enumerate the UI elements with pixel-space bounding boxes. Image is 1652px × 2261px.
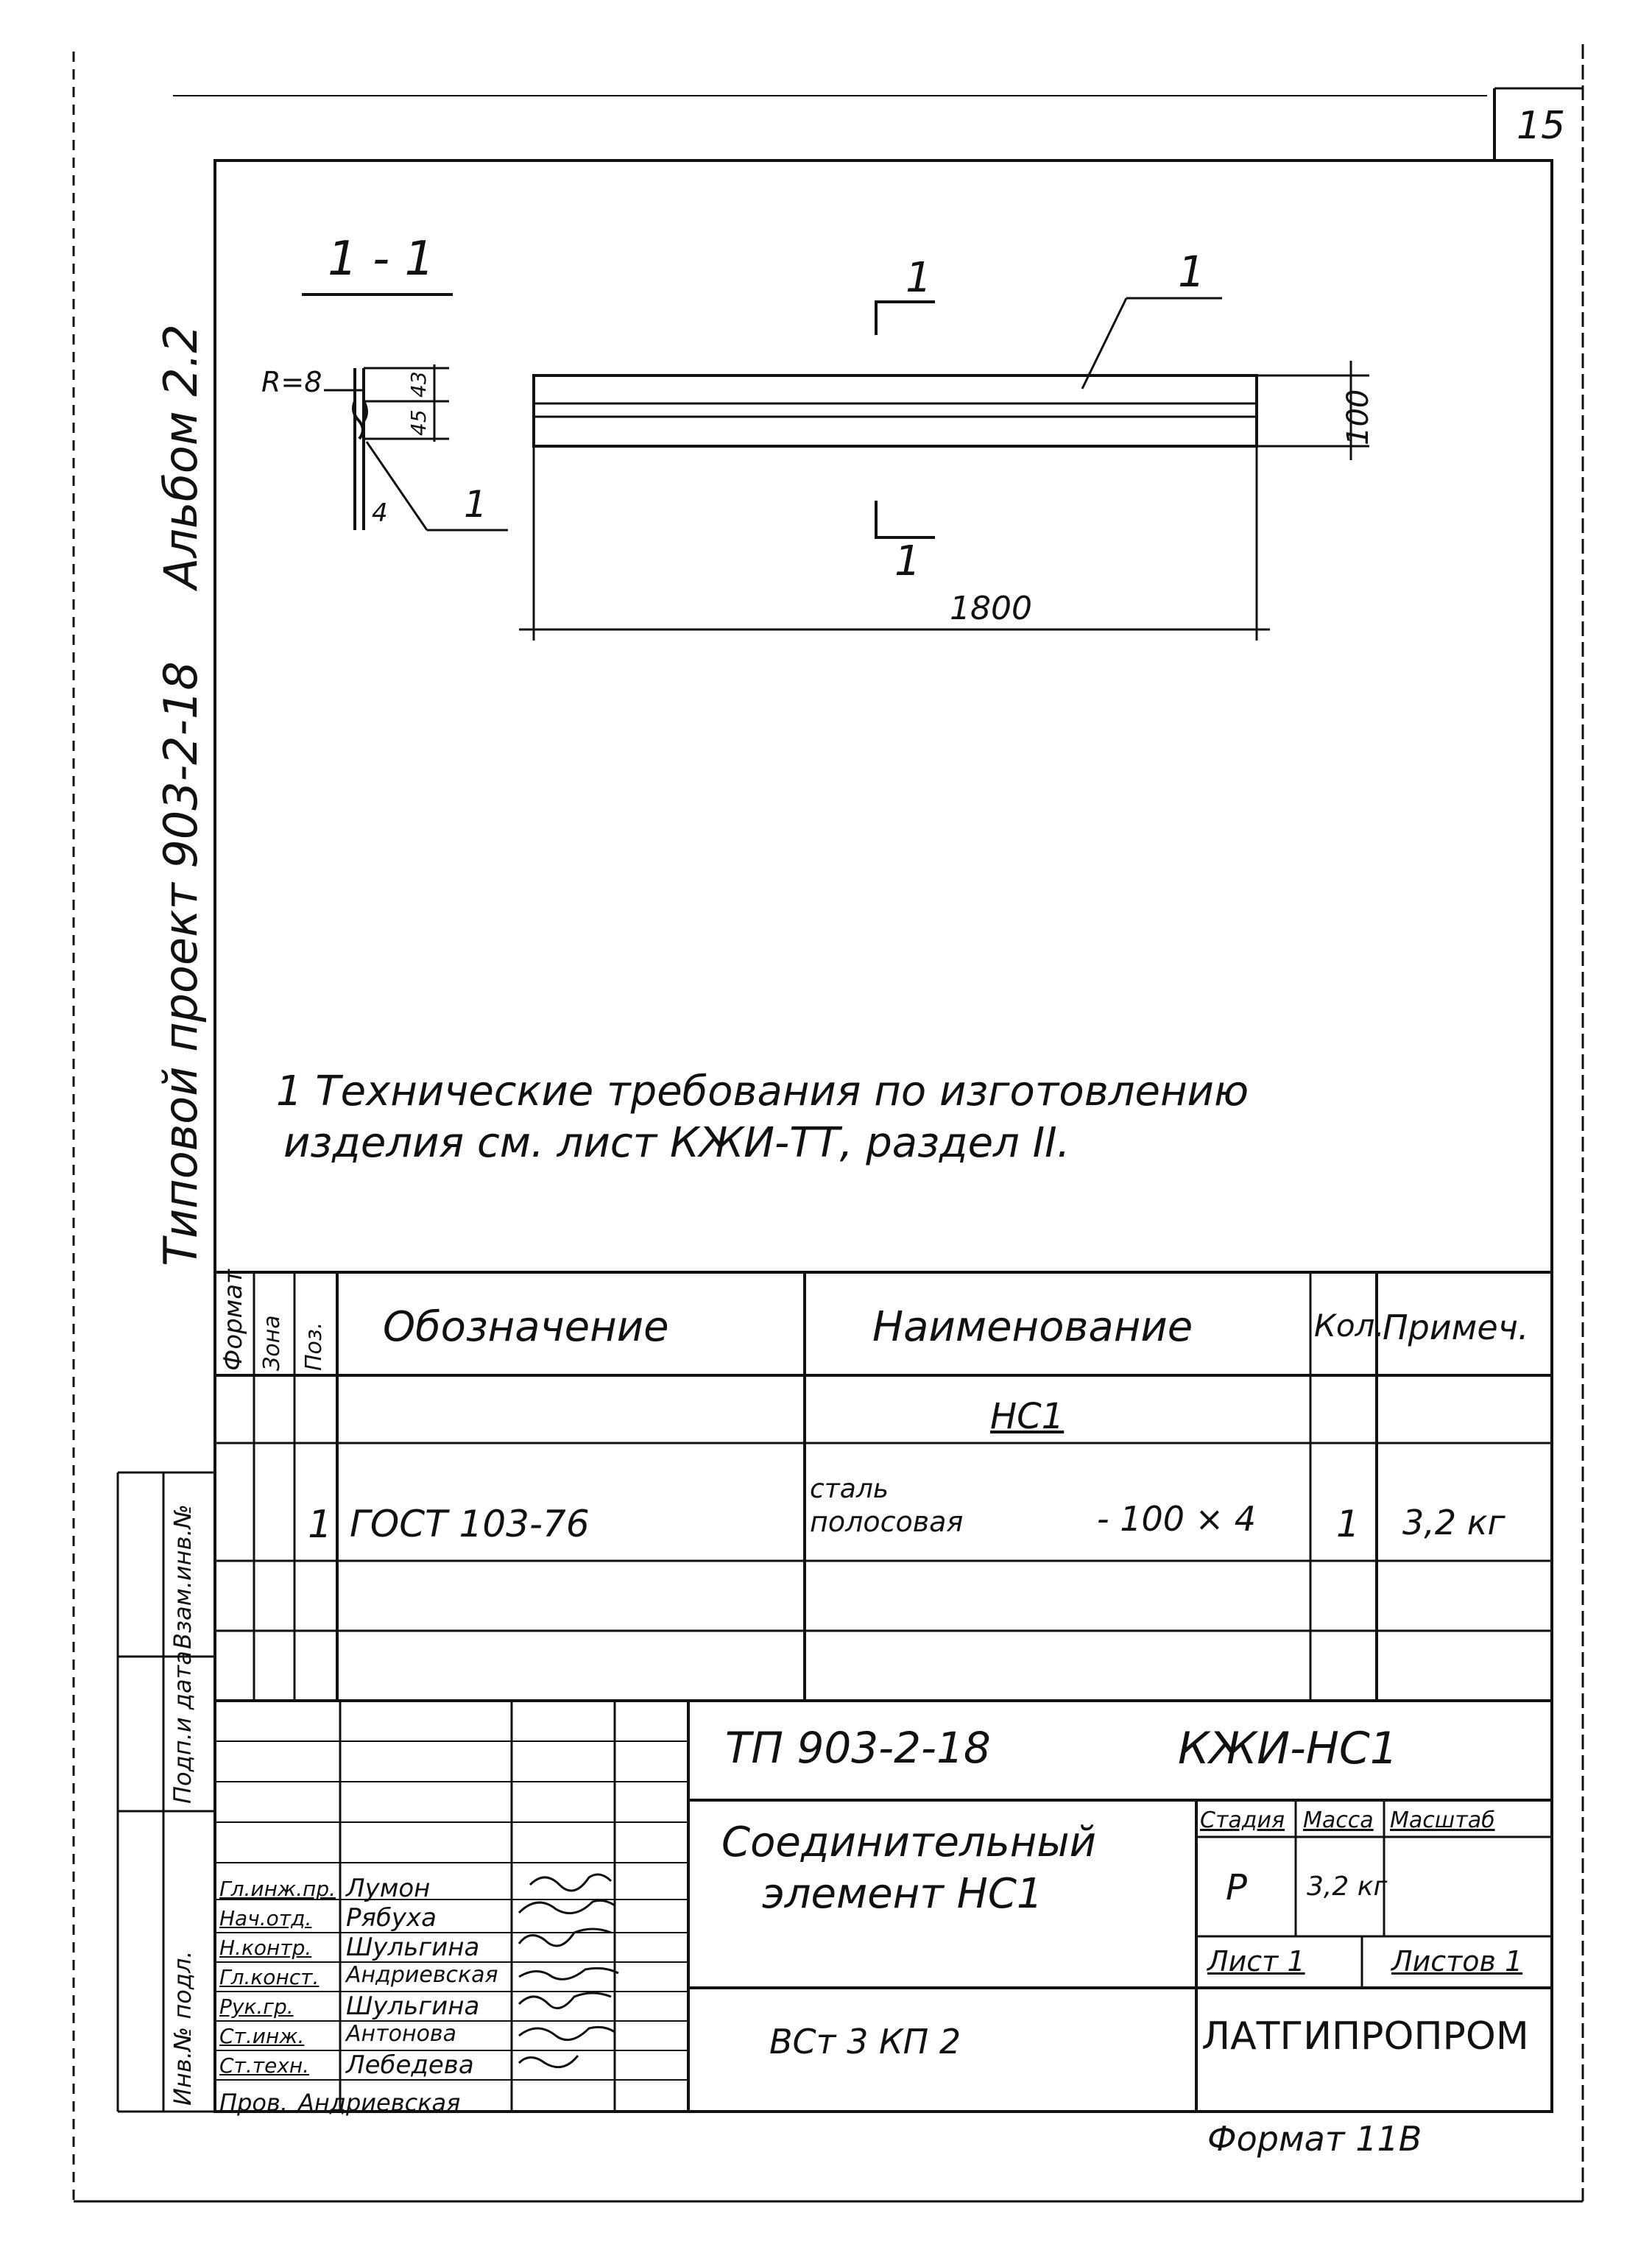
cut-mark-bottom-label: 1 — [894, 537, 921, 585]
row-size: - 100 × 4 — [1097, 1499, 1257, 1539]
organization-name: ЛАТГИПРОПРОМ — [1201, 2014, 1529, 2059]
document-code: КЖИ-НС1 — [1178, 1723, 1398, 1774]
title-line-2: элемент НС1 — [762, 1870, 1043, 1918]
header-format: Формат — [219, 1269, 248, 1371]
note-line-1: 1 Технические требования по изготовлению — [276, 1068, 1249, 1115]
signature-name: Антонова — [346, 2021, 456, 2047]
signature-role: Нач.отд. — [219, 1906, 312, 1930]
signature-name: Лумон — [346, 1874, 431, 1903]
signature-role: Ст.инж. — [219, 2024, 305, 2048]
mass-value: 3,2 кг — [1307, 1872, 1388, 1902]
margin-label-inv-orig: Инв.№ подл. — [169, 1950, 197, 2106]
row-note: 3,2 кг — [1402, 1503, 1505, 1542]
mass-header: Масса — [1303, 1807, 1374, 1833]
profile-position-label: 1 — [464, 483, 487, 526]
margin-label-sign-date: Подп.и дата — [169, 1651, 197, 1804]
signature-name: Рябуха — [346, 1903, 437, 1933]
length-dimension-label: 1800 — [950, 590, 1032, 627]
stage-value: Р — [1226, 1867, 1247, 1908]
project-code: ТП 903-2-18 — [725, 1723, 991, 1773]
signature-name: Лебедева — [346, 2050, 474, 2080]
checked-role: Пров. — [219, 2089, 288, 2117]
note-line-2: изделия см. лист КЖИ-ТТ, раздел II. — [283, 1119, 1070, 1167]
dim-45-label: 45 — [406, 409, 431, 436]
signature-role: Н.контр. — [219, 1936, 312, 1960]
signature-role: Рук.гр. — [219, 1994, 294, 2019]
signature-role: Гл.конст. — [219, 1965, 320, 1989]
header-note: Примеч. — [1383, 1308, 1529, 1347]
row-designation: ГОСТ 103-76 — [350, 1503, 590, 1545]
album-label: Альбом 2.2 — [154, 324, 208, 589]
signature-role: Ст.техн. — [219, 2053, 310, 2078]
dim-43-label: 43 — [406, 371, 431, 398]
header-zone: Зона — [259, 1315, 285, 1371]
row-quantity: 1 — [1336, 1503, 1360, 1545]
section-label: 1 - 1 — [328, 232, 435, 286]
plate-position-label: 1 — [1178, 247, 1205, 297]
header-name: Наименование — [872, 1303, 1193, 1351]
height-dimension-label: 100 — [1341, 389, 1375, 445]
header-position: Поз. — [301, 1322, 327, 1371]
radius-label: R=8 — [261, 366, 322, 398]
signature-name: Шульгина — [346, 1992, 480, 2021]
signature-name: Шульгина — [346, 1933, 480, 1962]
margin-label-replace-inv: Взам.инв.№ — [169, 1504, 197, 1649]
dim-4-label: 4 — [372, 498, 388, 528]
scale-header: Масштаб — [1390, 1807, 1495, 1833]
cut-mark-top-label: 1 — [906, 254, 932, 302]
signature-name: Андриевская — [346, 1962, 498, 1988]
material-label: ВСт 3 КП 2 — [769, 2022, 961, 2061]
project-label: Типовой проект 903-2-18 — [154, 661, 208, 1266]
title-line-1: Соединительный — [721, 1819, 1097, 1866]
header-designation: Обозначение — [383, 1303, 669, 1351]
sheets-value: Листов 1 — [1391, 1945, 1523, 1978]
stage-header: Стадия — [1200, 1807, 1285, 1833]
checked-name: Андриевская — [298, 2089, 461, 2117]
spec-group-title: НС1 — [990, 1396, 1065, 1437]
header-quantity: Кол. — [1314, 1308, 1385, 1344]
row-name-line1: сталь — [810, 1474, 889, 1504]
row-name-line2: полосовая — [810, 1506, 964, 1538]
sheet-number: 15 — [1517, 104, 1566, 148]
format-label: Формат 11В — [1207, 2119, 1422, 2159]
signature-scribbles — [519, 1874, 618, 2067]
sheet-value: Лист 1 — [1207, 1945, 1305, 1978]
signature-role: Гл.инж.пр. — [219, 1877, 336, 1901]
row-position: 1 — [308, 1503, 333, 1547]
